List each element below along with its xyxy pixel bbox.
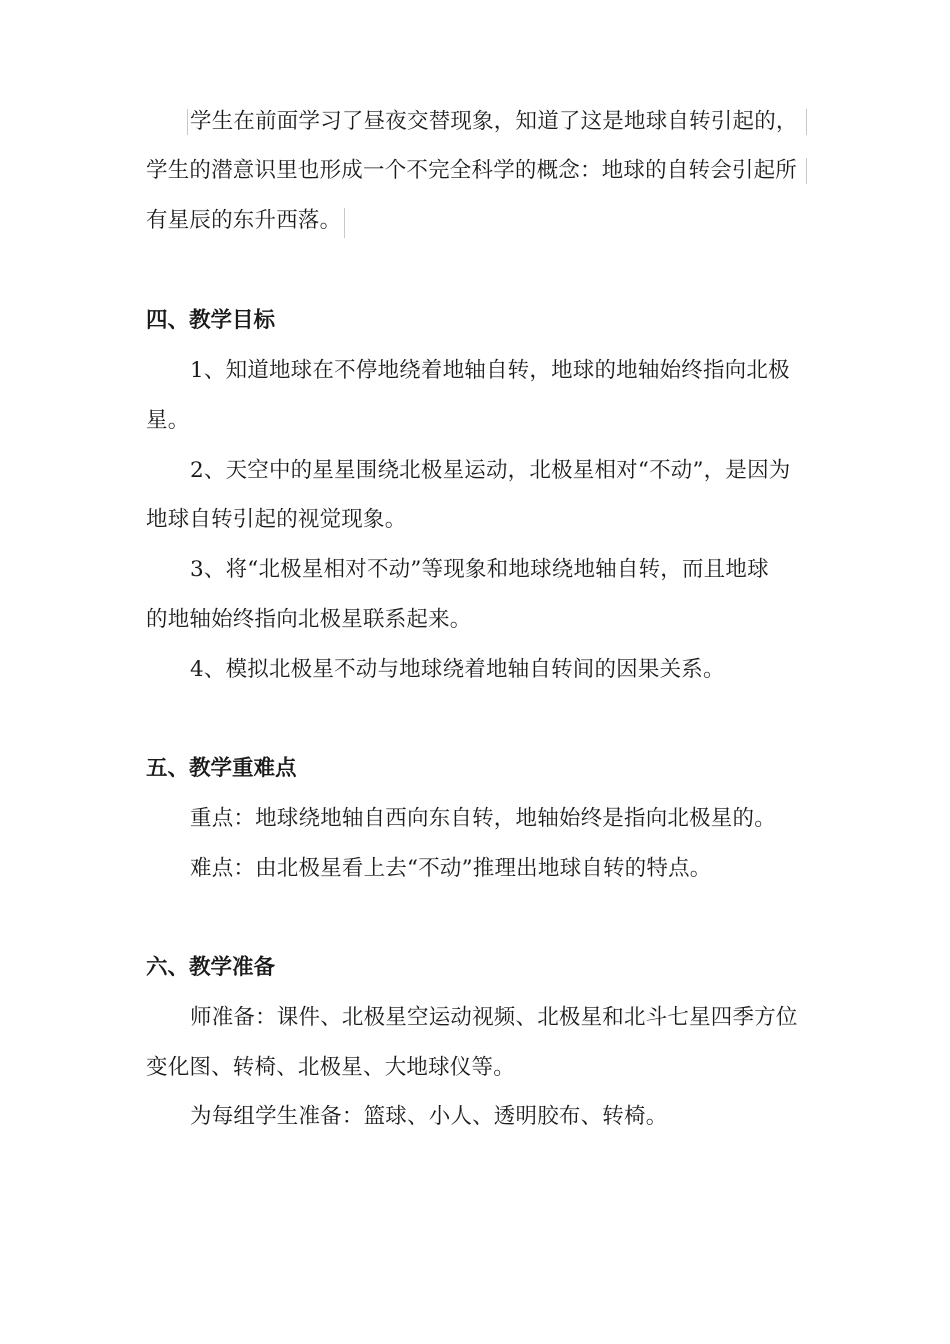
intro-line-3: 有星辰的东升西落。	[146, 208, 342, 233]
text-box-mark-top-right	[806, 109, 807, 135]
student-prep-line-1: 为每组学生准备：篮球、小人、透明胶布、转椅。	[190, 1104, 668, 1129]
objective-1-line-1: 1、知道地球在不停地绕着地轴自转，地球的地轴始终指向北极	[190, 358, 790, 383]
section-6-heading: 六、教学准备	[146, 955, 276, 980]
objective-2-line-1: 2、天空中的星星围绕北极星运动，北极星相对“不动”，是因为	[190, 458, 791, 483]
text-box-mark-bottom-right	[344, 208, 345, 238]
key-point: 重点：地球绕地轴自西向东自转，地轴始终是指向北极星的。	[190, 806, 776, 831]
teacher-prep-line-2: 变化图、转椅、北极星、大地球仪等。	[146, 1055, 515, 1080]
intro-line-1: 学生在前面学习了昼夜交替现象，知道了这是地球自转引起的，	[190, 109, 798, 134]
text-box-mark-middle-right	[806, 158, 807, 184]
objective-1-line-2: 星。	[146, 408, 190, 433]
intro-line-2: 学生的潜意识里也形成一个不完全科学的概念：地球的自转会引起所	[146, 158, 798, 183]
difficult-point: 难点：由北极星看上去“不动”推理出地球自转的特点。	[190, 856, 712, 881]
section-4-heading: 四、教学目标	[146, 308, 276, 333]
text-box-mark-top-left	[187, 109, 188, 135]
teacher-prep-line-1: 师准备：课件、北极星空运动视频、北极星和北斗七星四季方位	[190, 1005, 798, 1030]
objective-2-line-2: 地球自转引起的视觉现象。	[146, 507, 407, 532]
objective-3-line-1: 3、将“北极星相对不动”等现象和地球绕地轴自转，而且地球	[190, 557, 769, 582]
section-5-heading: 五、教学重难点	[146, 756, 297, 781]
objective-3-line-2: 的地轴始终指向北极星联系起来。	[146, 607, 472, 632]
objective-4-line-1: 4、模拟北极星不动与地球绕着地轴自转间的因果关系。	[190, 657, 725, 682]
